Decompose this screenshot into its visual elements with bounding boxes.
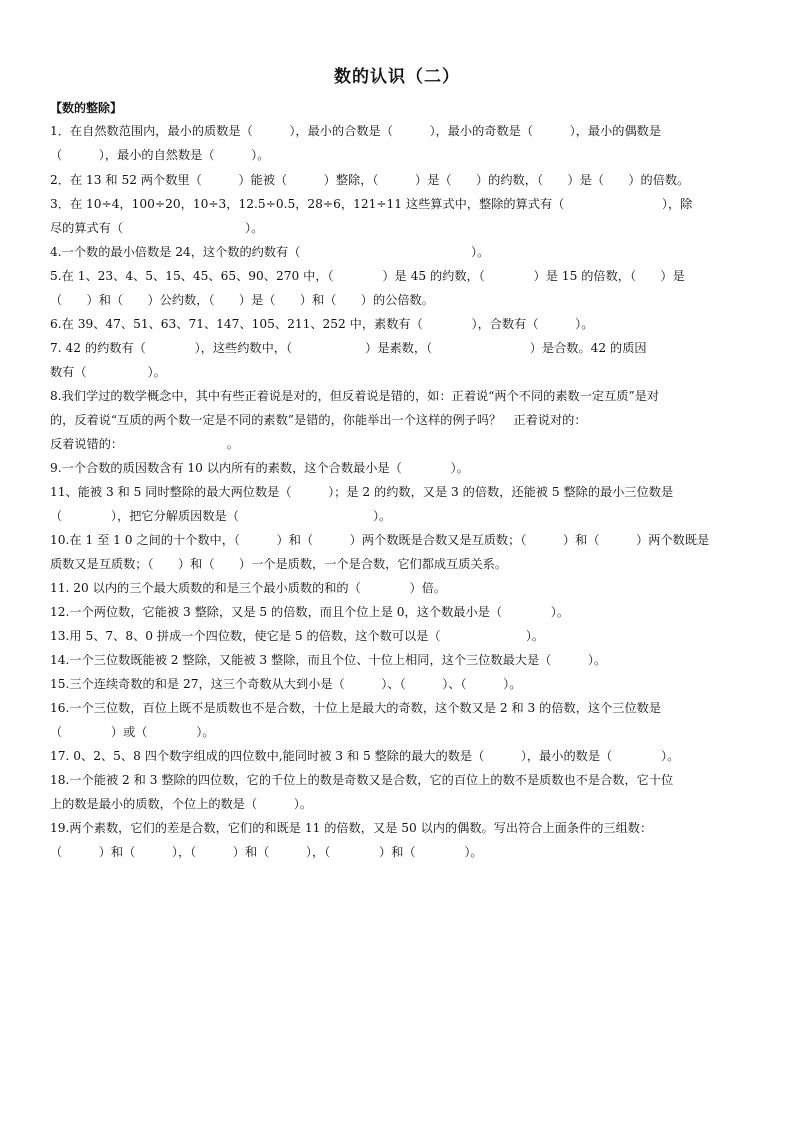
question-line: 15.三个连续奇数的和是 27，这三个奇数从大到小是（ ）、（ ）、（ ）。 (50, 677, 522, 691)
question-line: 18.一个能被 2 和 3 整除的四位数，它的千位上的数是奇数又是合数，它的百位上的数不是质数也不是合数，它十位 (50, 773, 674, 787)
question-line: 14.一个三位数既能被 2 整除，又能被 3 整除，而且个位、十位上相同，这个三位数最大是（ ）。 (50, 653, 607, 667)
question-line: 13.用 5、7、8、0 拼成一个四位数，使它是 5 的倍数，这个数可以是（ ）。 (50, 629, 545, 643)
question-line: （ ）和（ ）公约数，（ ）是（ ）和（ ）的公倍数。 (50, 293, 434, 307)
question-line: 12.一个两位数，它能被 3 整除，又是 5 的倍数，而且个位上是 0，这个数最小是（ ）。 (50, 605, 570, 619)
question-line: 尽的算式有（ ）。 (50, 221, 264, 235)
question-line: 的，反着说“互质的两个数一定是不同的素数”是错的，你能举出一个这样的例子吗？ 正着说对的： (50, 413, 587, 427)
question-line: 反着说错的： 。 (50, 437, 239, 451)
question-line: 质数又是互质数；（ ）和（ ）一个是质数，一个是合数，它们都成互质关系。 (50, 557, 508, 571)
question-line: （ ）和（ ），（ ）和（ ），（ ）和（ ）。 (50, 845, 483, 859)
question-line: 8.我们学过的数学概念中，其中有些正着说是对的，但反着说是错的，如：正着说“两个不同的素数一定互质”是对 (50, 389, 660, 403)
question-line: 1．在自然数范围内，最小的质数是（ ），最小的合数是（ ），最小的奇数是（ ），最小的偶数是 (50, 124, 662, 138)
question-line: 5.在 1、23、4、5、15、45、65、90、270 中，（ ）是 45 的约数，（ ）是 15 的倍数，（ ）是 (50, 269, 685, 283)
question-line: 11、能被 3 和 5 同时整除的最大两位数是（ ）；是 2 的约数，又是 3 的倍数，还能被 5 整除的最小三位数是 (50, 485, 674, 499)
question-line: 19.两个素数，它们的差是合数，它们的和既是 11 的倍数，又是 50 以内的偶数。写出符合上面条件的三组数： (50, 821, 653, 835)
question-line: 4.一个数的最小倍数是 24，这个数的约数有（ ）。 (50, 245, 490, 259)
question-line: 6.在 39、47、51、63、71、147、105、211、252 中，素数有（ ），合数有（ ）。 (50, 317, 594, 331)
question-line: 3．在 10÷4，100÷20，10÷3，12.5÷0.5，28÷6，121÷11 这些算式中，整除的算式有（ ），除 (50, 197, 693, 211)
question-line: 17. 0、2、5、8 四个数字组成的四位数中,能同时被 3 和 5 整除的最大的数是（ ），最小的数是（ ）。 (50, 749, 680, 763)
question-line: （ ），最小的自然数是（ ）。 (50, 148, 270, 162)
question-line: （ ），把它分解质因数是（ ）。 (50, 509, 392, 523)
question-line: 2．在 13 和 52 两个数里（ ）能被（ ）整除，（ ）是（ ）的约数，（ ）是（ ）的倍数。 (50, 173, 690, 187)
worksheet-title: 数的认识（二） (334, 67, 460, 87)
question-line: （ ）或（ ）。 (50, 725, 215, 739)
question-line: 上的数是最小的质数，个位上的数是（ ）。 (50, 797, 313, 811)
question-line: 数有（ ）。 (50, 365, 166, 379)
question-line: 7. 42 的约数有（ ），这些约数中，（ ）是素数，（ ）是合数。42 的质因 (50, 341, 647, 355)
question-line: 10.在 1 至 1 0 之间的十个数中，（ ）和（ ）两个数既是合数又是互质数；（ ）和（ ）两个数既是 (50, 533, 710, 547)
question-line: 11. 20 以内的三个最大质数的和是三个最小质数的和的（ ）倍。 (50, 581, 447, 595)
section-heading: 【数的整除】 (50, 101, 123, 115)
question-line: 16.一个三位数，百位上既不是质数也不是合数，十位上是最大的奇数，这个数又是 2 和 3 的倍数，这个三位数是 (50, 701, 662, 715)
question-line: 9.一个合数的质因数含有 10 以内所有的素数，这个合数最小是（ ）。 (50, 461, 469, 475)
